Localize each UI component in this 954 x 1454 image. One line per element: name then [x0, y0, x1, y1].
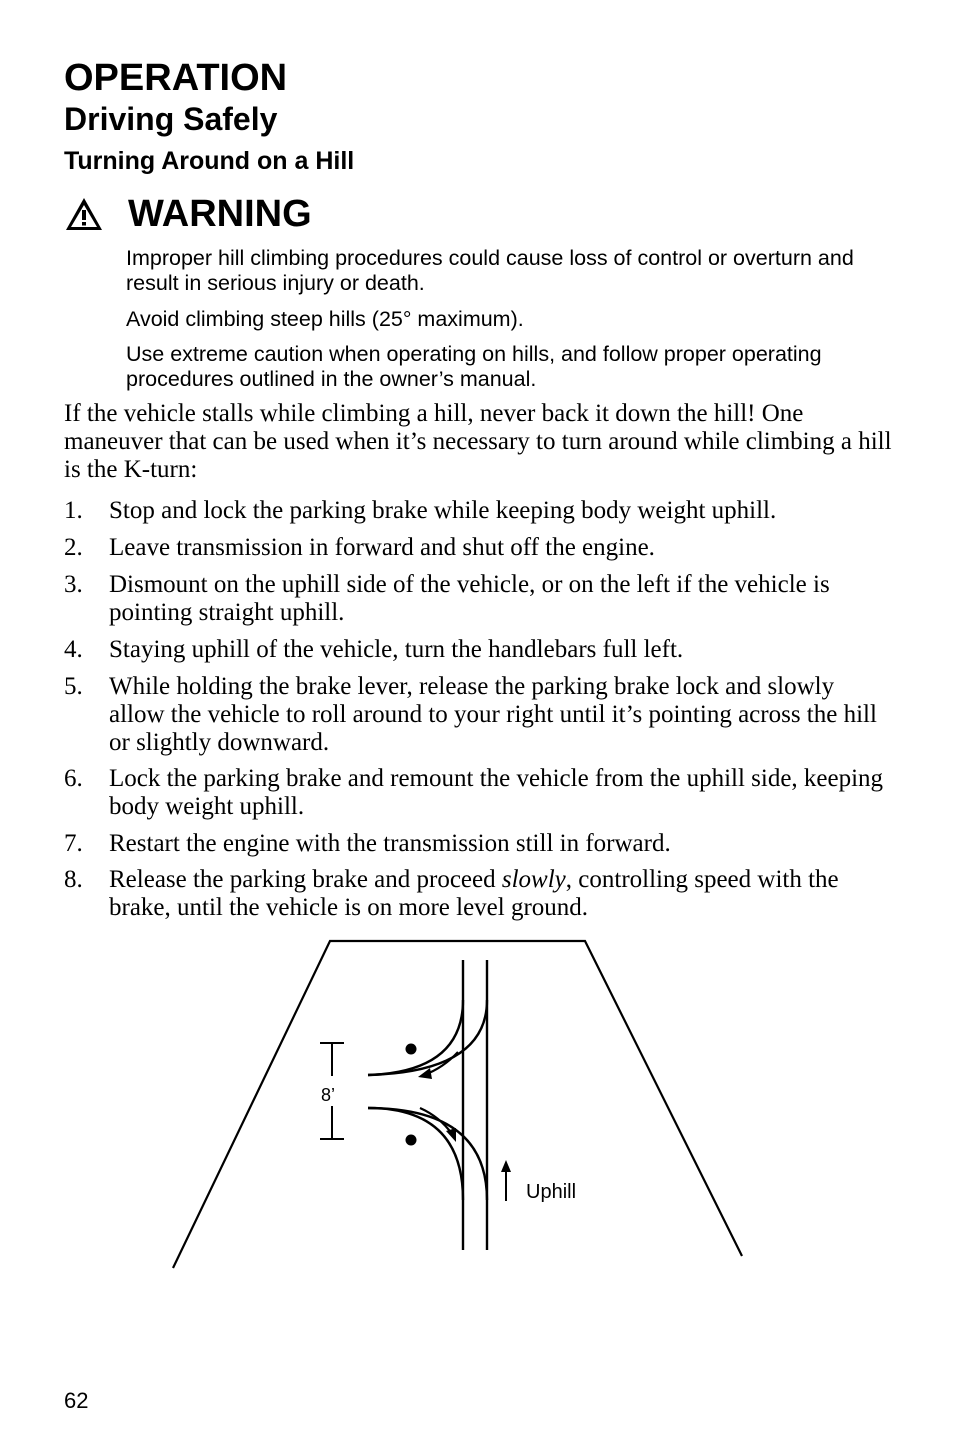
list-item-number: 7.	[64, 830, 83, 857]
warning-paragraph: Avoid climbing steep hills (25° maximum).	[126, 307, 524, 331]
warning-header	[64, 192, 312, 236]
step-text-emphasis: slowly	[501, 866, 566, 893]
list-item-text: Stop and lock the parking brake while keeping body weight uphill.	[109, 497, 777, 524]
list-item-number: 4.	[64, 636, 83, 663]
list-item-number: 1.	[64, 497, 83, 524]
list-item-number: 5.	[64, 673, 83, 700]
list-item-number: 6.	[64, 765, 83, 792]
subsection-title: Driving Safely	[64, 101, 278, 137]
warning-title: WARNING	[128, 193, 312, 235]
section-title: OPERATION	[64, 57, 288, 99]
k-turn-diagram	[150, 930, 770, 1280]
list-item-text: Dismount on the uphill side of the vehicle, or on the left if the vehicle is pointing straight uphill.	[109, 571, 830, 626]
list-item-text: Staying uphill of the vehicle, turn the handlebars full left.	[109, 636, 684, 663]
step-text-pre: Release the parking brake and proceed	[109, 866, 502, 893]
list-item-number: 2.	[64, 534, 83, 561]
list-item-text: While holding the brake lever, release the parking brake lock and slowly allow the vehicle to roll around to your right until it’s pointing across the hill or slightly downward.	[109, 673, 877, 756]
intro-paragraph: If the vehicle stalls while climbing a hill, never back it down the hill! One maneuver that can be used when it’s necessary to turn around while climbing a hill is the K-turn:	[64, 400, 892, 483]
warning-paragraph: Improper hill climbing procedures could cause loss of control or overturn and result in serious injury or death.	[126, 246, 854, 295]
topic-title: Turning Around on a Hill	[64, 147, 355, 175]
position-dot	[406, 1135, 417, 1146]
page-number: 62	[64, 1388, 89, 1413]
list-item-number: 8.	[64, 866, 83, 893]
hill-outline	[173, 941, 742, 1268]
dimension-label: 8’	[321, 1085, 336, 1105]
path-lines	[368, 960, 487, 1250]
uphill-label: Uphill	[526, 1181, 577, 1203]
list-item-text: Leave transmission in forward and shut off the engine.	[109, 534, 655, 561]
list-item-number: 3.	[64, 571, 83, 598]
position-dot	[406, 1044, 417, 1055]
list-item-text: Restart the engine with the transmission still in forward.	[109, 830, 671, 857]
step-text-post: , controlling speed with the brake, until the vehicle is on more level ground.	[109, 866, 839, 921]
list-item-text	[109, 866, 894, 922]
uphill-arrow-icon	[501, 1160, 511, 1201]
list-item-text: Lock the parking brake and remount the vehicle from the uphill side, keeping body weight uphill.	[109, 765, 884, 820]
warning-triangle-icon	[64, 196, 104, 232]
warning-paragraph: Use extreme caution when operating on hills, and follow proper operating procedures outlined in the owner’s manual.	[126, 342, 822, 391]
